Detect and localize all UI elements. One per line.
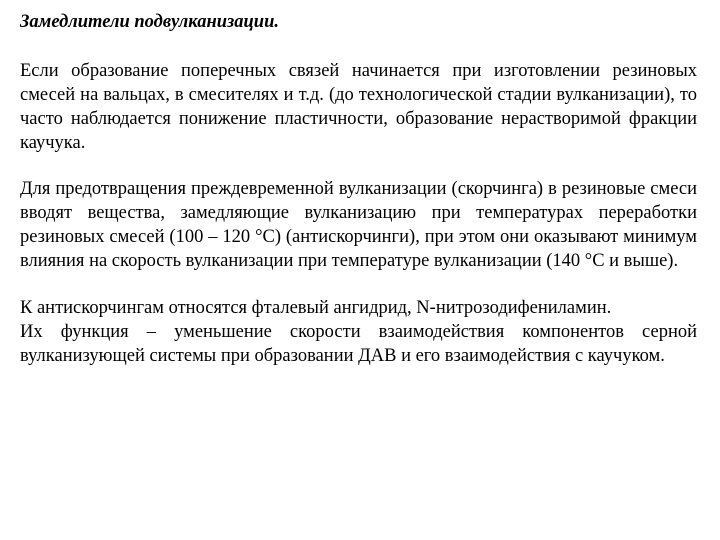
paragraph-antiscorch-list: К антискорчингам относятся фталевый ангидрид, N-нитрозодифениламин. xyxy=(20,298,612,318)
paragraph-spacer xyxy=(20,273,697,296)
document-title: Замедлители подвулканизации. xyxy=(20,12,279,32)
document-body xyxy=(20,10,697,368)
paragraph-spacer xyxy=(20,155,697,177)
paragraph-antiscorch-function: Их функция – уменьшение скорости взаимодействия компонентов серной вулканизующей системы при образовании ДАВ и его взаимодействия с каучуком. xyxy=(20,322,697,366)
paragraph-crosslinking: Если образование поперечных связей начинается при изготовлении резиновых смесей на вальцах, в смесителях и т.д. (до технологической стадии вулканизации), то часто наблюдается понижение пластичности, образование нерастворимой фракции каучука. xyxy=(20,61,697,153)
paragraph-scorch-prevention: Для предотвращения преждевременной вулканизации (скорчинга) в резиновые смеси вводят вещества, замедляющие вулканизацию при температурах переработки резиновых смесей (100 – 120 °С) (антискорчинги), при этом они оказывают минимум влияния на скорость вулканизации при температуре вулканизации (140 °С и выше). xyxy=(20,179,697,271)
